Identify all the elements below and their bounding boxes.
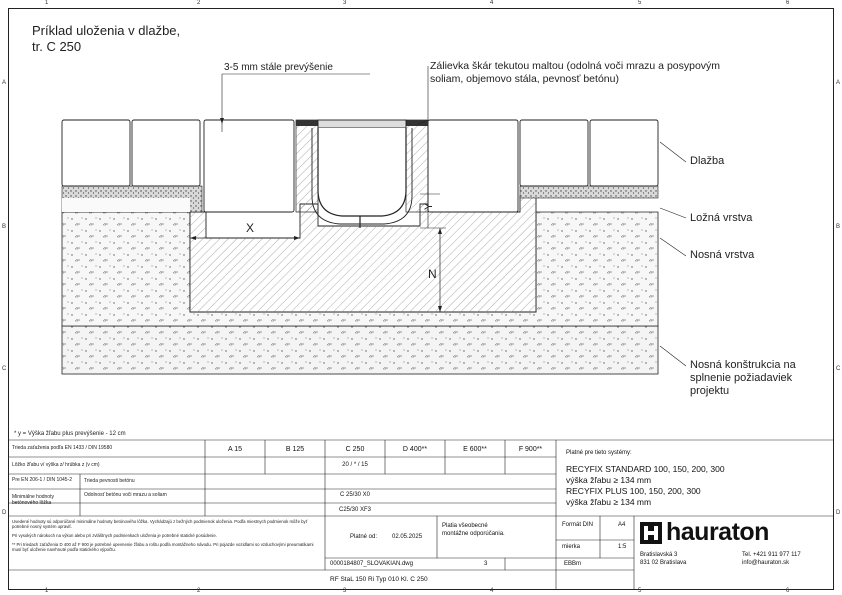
col-number: 6	[786, 0, 790, 6]
drawing-file-number: 0000184807_SLOVAKIAN.dwg	[330, 561, 413, 567]
spec-row2-value: 20 / * / 15	[342, 462, 368, 468]
system-line: RECYFIX STANDARD 100, 150, 200, 300	[566, 464, 725, 474]
scale-value: 1:5	[618, 544, 627, 550]
spec-row2-label: Lôžko žľabu v/ výška z/ hrúbka z (v cm)	[12, 462, 100, 468]
dimension-n-label: N	[428, 267, 437, 281]
phone: Tel. +421 911 977 117	[742, 552, 801, 558]
row-letter: D	[2, 510, 7, 516]
load-class-f900: F 900**	[518, 446, 543, 453]
valid-note	[442, 522, 505, 538]
email: info@hauraton.sk	[742, 560, 790, 566]
spec-header-label: Trieda zaťaženia podľa EN 1433 / DIN 19580	[12, 445, 113, 451]
label-line: Nosná konštrukcia na	[690, 359, 796, 371]
system-line: výška žľabu ≥ 134 mm	[566, 475, 652, 485]
drawing-type: EBBm	[564, 561, 582, 567]
col-number: 6	[786, 588, 790, 594]
scale-label: mierka	[562, 544, 581, 550]
row-letter: B	[836, 224, 841, 230]
col-number: 3	[343, 588, 347, 594]
note-paragraph: Uvedené hodnoty sú odporúčané minimálne hodnoty betónového lôžka. Vychádzajú z bežných podmienok uloženia. Podľa miestnych podmienok môže byť potrebné nosný systém upraviť.	[12, 519, 308, 529]
format-value: A4	[618, 522, 626, 528]
brand-wordmark: hauraton	[666, 518, 769, 546]
systems-title: Platné pre tieto systémy:	[566, 450, 632, 456]
spec-row3b-label: Odolnosť betónu voči mrazu a soliam	[84, 492, 167, 498]
valid-from-label: Platné od:	[350, 534, 378, 540]
row-letter: C	[2, 366, 7, 372]
row-letter: A	[836, 80, 841, 86]
col-number: 5	[638, 588, 642, 594]
row-letter: C	[836, 366, 841, 372]
row-letter: B	[2, 224, 7, 230]
note-paragraph: Pri vysokých nárokoch na výkon alebo pri zvláštnych podmienkach uloženia je potrebné statické posúdenie.	[12, 533, 217, 538]
col-number: 2	[197, 0, 201, 6]
col-number: 2	[197, 588, 201, 594]
systems-list	[566, 464, 725, 508]
col-number: 4	[490, 588, 494, 594]
sheet-number: 3	[484, 561, 488, 567]
load-class-b125: B 125	[285, 446, 305, 453]
note-line: montážne odporúčania.	[442, 531, 505, 537]
system-line: výška žľabu ≥ 134 mm	[566, 497, 652, 507]
load-class-c250: C 250	[345, 446, 365, 453]
contact	[742, 551, 801, 567]
valid-from-date: 02.05.2025	[392, 534, 423, 540]
system-line: RECYFIX PLUS 100, 150, 200, 300	[566, 486, 701, 496]
spec-row4-value: C25/30 XF3	[338, 507, 372, 513]
load-class-a15: A 15	[227, 446, 242, 453]
note-paragraph: ** Pri triedach zaťaženia D 400 až F 900 je potrebné upevnenie žľabu a roštu podľa montážneho návodu. Pri pojazde vozidlami so vzduchovými pneumatikami musí byť uloženie navrhnuté podľa statického výpočtu.	[12, 542, 314, 552]
spec-row3-value: C 25/30 X0	[339, 492, 371, 498]
row-letter: A	[2, 80, 7, 86]
title-line: tr. C 250	[32, 39, 82, 54]
note-line: Platia všeobecné	[442, 523, 488, 529]
row-letter: D	[836, 510, 841, 516]
label-line: splnenie požiadaviek	[690, 372, 793, 384]
label-line: projektu	[690, 385, 730, 397]
col-number: 1	[45, 0, 49, 6]
notes-block	[12, 519, 322, 552]
dimension-y-label: Y	[423, 202, 436, 211]
col-number: 4	[490, 0, 494, 6]
note-line: soliam, objemovo stála, pevnosť betónu)	[430, 73, 619, 85]
note-line: Zálievka škár tekutou maltou (odolná voči mrazu a posypovým	[430, 60, 721, 72]
load-class-e600: E 600**	[463, 446, 487, 453]
load-class-d400: D 400**	[402, 446, 428, 453]
spec-left-label-a: Pre EN 206-1 / DIN 1045-2	[12, 477, 73, 483]
layer-label-paving: Dlažba	[690, 155, 725, 167]
footnote: * y = Výška žľabu plus prevýšenie - 12 cm	[14, 431, 126, 437]
title-line: Príklad uloženia v dlažbe,	[32, 23, 181, 38]
drawing-description: RF StaL 150 Ri Typ 010 Kl. C 250	[330, 576, 428, 583]
layer-label-bedding: Ložná vrstva	[690, 212, 753, 224]
format-label: Formát DIN	[562, 522, 594, 528]
address	[640, 551, 686, 567]
dimension-x-label: X	[246, 221, 255, 235]
spec-row3-label: Trieda pevnosti betónu	[84, 478, 135, 484]
col-number: 1	[45, 588, 49, 594]
address-line: 831 02 Bratislava	[640, 560, 687, 566]
spec-left-label-b: Minimálne hodnoty betónového lôžka	[12, 494, 54, 506]
col-number: 5	[638, 0, 642, 6]
col-number: 3	[343, 0, 347, 6]
address-line: Bratislavská 3	[640, 552, 678, 558]
surface-offset-note: 3-5 mm stále prevýšenie	[224, 62, 333, 73]
hauraton-logo-icon	[640, 522, 662, 544]
layer-label-base-course: Nosná vrstva	[690, 249, 755, 261]
